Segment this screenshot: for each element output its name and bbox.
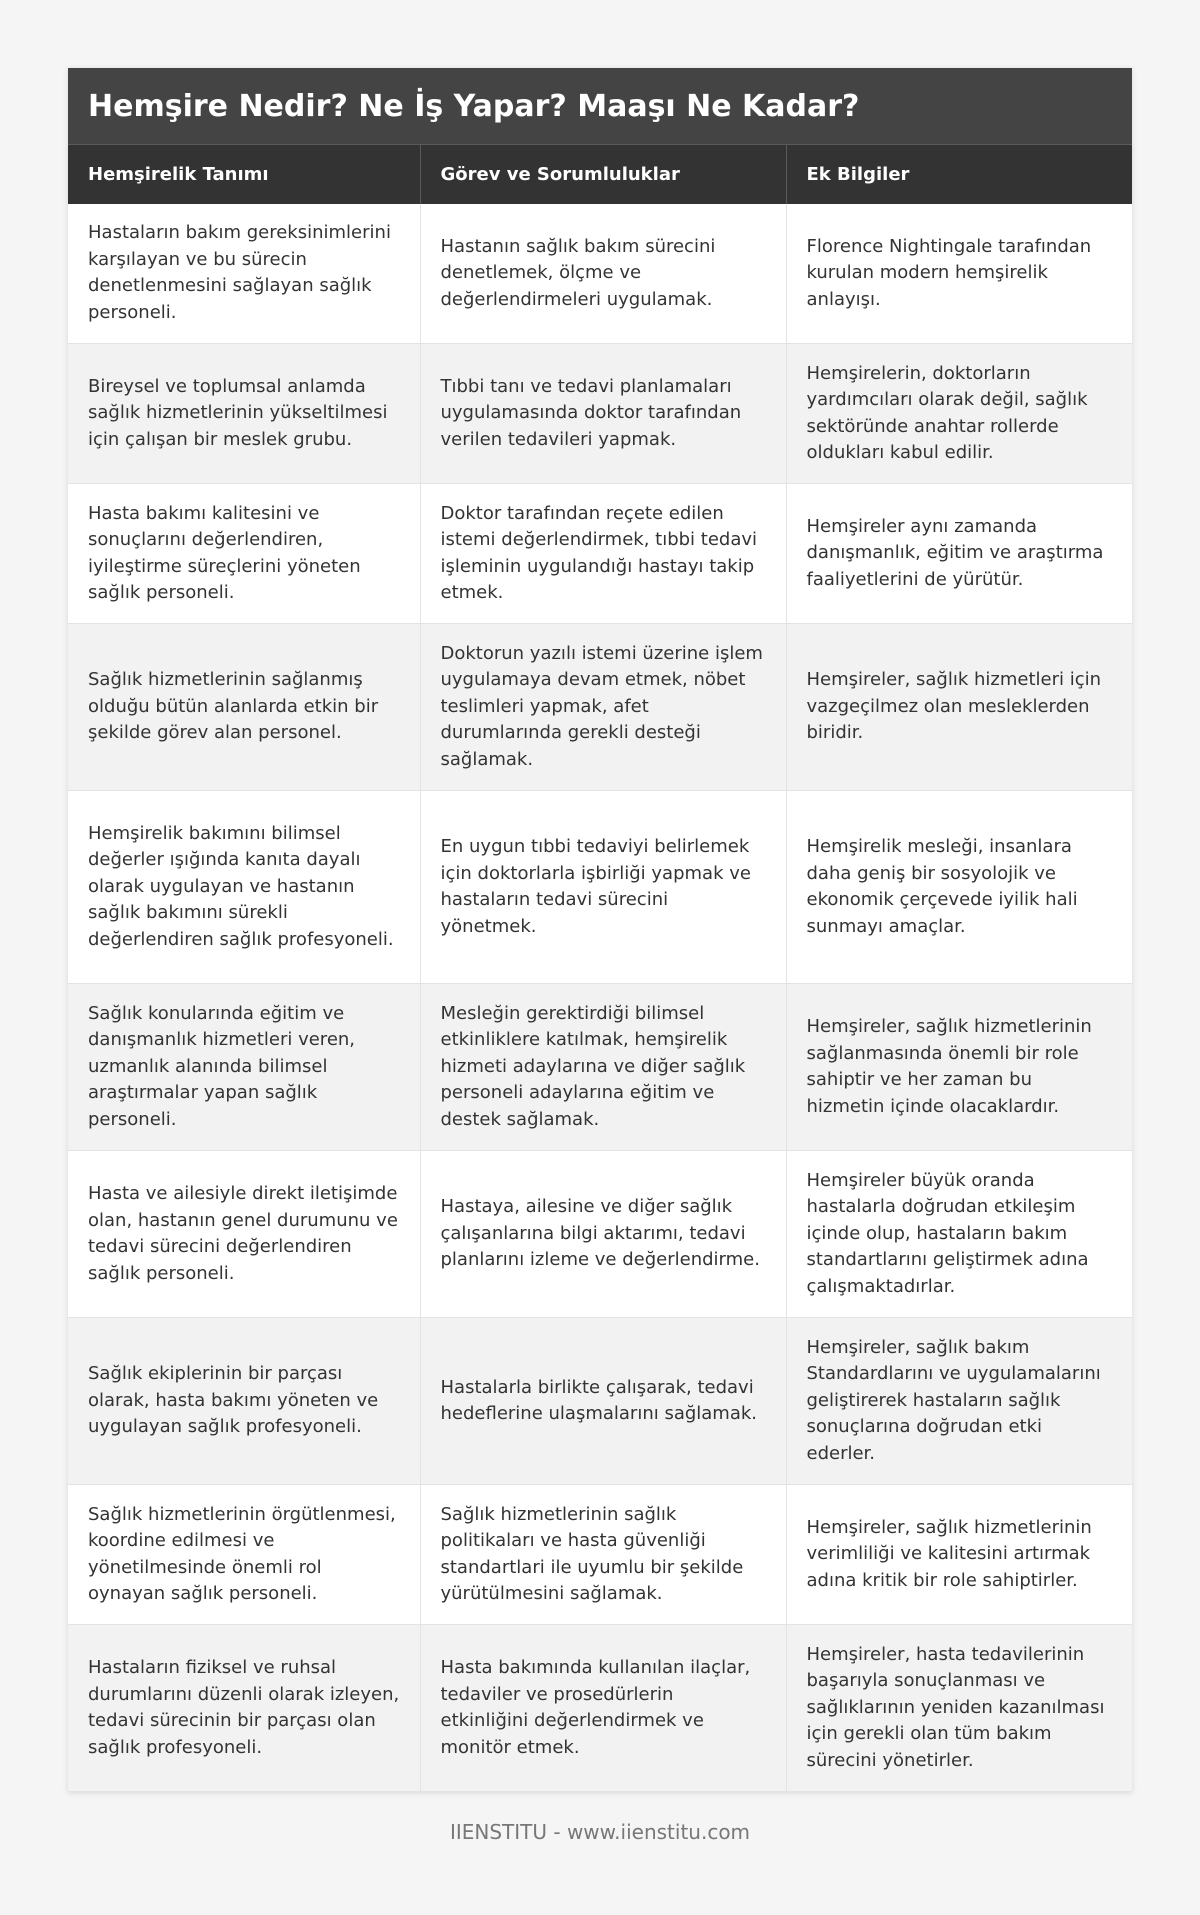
table-cell: Hastanın sağlık bakım sürecini denetlemek, ölçme ve değerlendirmeleri uygulamak. [420,204,786,344]
table-row [68,1151,1132,1318]
table-cell: Hasta bakımında kullanılan ilaçlar, tedaviler ve prosedürlerin etkinliğini değerlendirmek ve monitör etmek. [420,1625,786,1792]
table-cell: Sağlık hizmetlerinin sağlanmış olduğu bütün alanlarda etkin bir şekilde görev alan personel. [68,624,420,791]
table-header-row [68,145,1132,204]
footer-credit: IIENSTITU - www.iienstitu.com [449,1820,751,1844]
table-row [68,1318,1132,1485]
table-body [68,204,1132,1792]
table-cell: Tıbbi tanı ve tedavi planlamaları uygulamasında doktor tarafından verilen tedavileri yapmak. [420,344,786,484]
info-table [68,144,1132,1792]
column-header-duties: Görev ve Sorumluluklar [420,145,786,204]
table-cell: Bireysel ve toplumsal anlamda sağlık hizmetlerinin yükseltilmesi için çalışan bir meslek grubu. [68,344,420,484]
page-title: Hemşire Nedir? Ne İş Yapar? Maaşı Ne Kadar? [68,68,1132,144]
table-row [68,791,1132,984]
table-cell: Hastalarla birlikte çalışarak, tedavi hedeflerine ulaşmalarını sağlamak. [420,1318,786,1485]
table-cell: Hemşirelik bakımını bilimsel değerler ışığında kanıta dayalı olarak uygulayan ve hastanın sağlık bakımını sürekli değerlendiren sağlık profesyoneli. [68,791,420,984]
column-header-extra-info: Ek Bilgiler [786,145,1132,204]
table-row [68,484,1132,624]
table-cell: Hastaların fiziksel ve ruhsal durumlarını düzenli olarak izleyen, tedavi sürecinin bir parçası olan sağlık profesyoneli. [68,1625,420,1792]
table-cell: Sağlık konularında eğitim ve danışmanlık hizmetleri veren, uzmanlık alanında bilimsel araştırmalar yapan sağlık personeli. [68,984,420,1151]
table-cell: Hasta ve ailesiyle direkt iletişimde olan, hastanın genel durumunu ve tedavi sürecini değerlendiren sağlık personeli. [68,1151,420,1318]
table-row [68,344,1132,484]
table-cell: Hemşireler büyük oranda hastalarla doğrudan etkileşim içinde olup, hastaların bakım standartlarını geliştirmek adına çalışmaktadırlar. [786,1151,1132,1318]
table-row [68,1485,1132,1625]
table-cell: Doktorun yazılı istemi üzerine işlem uygulamaya devam etmek, nöbet teslimleri yapmak, afet durumlarında gerekli desteği sağlamak. [420,624,786,791]
table-cell: Hemşireler, sağlık hizmetleri için vazgeçilmez olan mesleklerden biridir. [786,624,1132,791]
table-cell: Hemşireler, sağlık bakım Standardlarını ve uygulamalarını geliştirerek hastaların sağlık sonuçlarına doğrudan etki ederler. [786,1318,1132,1485]
table-row [68,204,1132,344]
table-cell: En uygun tıbbi tedaviyi belirlemek için doktorlarla işbirliği yapmak ve hastaların tedavi sürecini yönetmek. [420,791,786,984]
table-cell: Hastaların bakım gereksinimlerini karşılayan ve bu sürecin denetlenmesini sağlayan sağlık personeli. [68,204,420,344]
table-cell: Hemşirelik mesleği, insanlara daha geniş bir sosyolojik ve ekonomik çerçevede iyilik hali sunmayı amaçlar. [786,791,1132,984]
table-cell: Sağlık ekiplerinin bir parçası olarak, hasta bakımı yöneten ve uygulayan sağlık profesyoneli. [68,1318,420,1485]
table-cell: Hemşirelerin, doktorların yardımcıları olarak değil, sağlık sektöründe anahtar rollerde oldukları kabul edilir. [786,344,1132,484]
table-cell: Hemşireler, hasta tedavilerinin başarıyla sonuçlanması ve sağlıklarının yeniden kazanılması için gerekli olan tüm bakım sürecini yönetirler. [786,1625,1132,1792]
table-row [68,1625,1132,1792]
table-cell: Sağlık hizmetlerinin sağlık politikaları ve hasta güvenliği standartlari ile uyumlu bir şekilde yürütülmesini sağlamak. [420,1485,786,1625]
table-row [68,984,1132,1151]
content-card [68,68,1132,1792]
table-row [68,624,1132,791]
table-cell: Hemşireler aynı zamanda danışmanlık, eğitim ve araştırma faaliyetlerini de yürütür. [786,484,1132,624]
table-cell: Sağlık hizmetlerinin örgütlenmesi, koordine edilmesi ve yönetilmesinde önemli rol oynayan sağlık personeli. [68,1485,420,1625]
column-header-definition: Hemşirelik Tanımı [68,145,420,204]
table-cell: Doktor tarafından reçete edilen istemi değerlendirmek, tıbbi tedavi işleminin uygulandığı hastayı takip etmek. [420,484,786,624]
table-cell: Hemşireler, sağlık hizmetlerinin sağlanmasında önemli bir role sahiptir ve her zaman bu hizmetin içinde olacaklardır. [786,984,1132,1151]
table-header [68,145,1132,204]
table-cell: Hastaya, ailesine ve diğer sağlık çalışanlarına bilgi aktarımı, tedavi planlarını izleme ve değerlendirme. [420,1151,786,1318]
table-cell: Hemşireler, sağlık hizmetlerinin verimliliği ve kalitesini artırmak adına kritik bir role sahiptirler. [786,1485,1132,1625]
table-cell: Mesleğin gerektirdiği bilimsel etkinliklere katılmak, hemşirelik hizmeti adaylarına ve diğer sağlık personeli adaylarına eğitim ve destek sağlamak. [420,984,786,1151]
table-cell: Hasta bakımı kalitesini ve sonuçlarını değerlendiren, iyileştirme süreçlerini yöneten sağlık personeli. [68,484,420,624]
table-cell: Florence Nightingale tarafından kurulan modern hemşirelik anlayışı. [786,204,1132,344]
